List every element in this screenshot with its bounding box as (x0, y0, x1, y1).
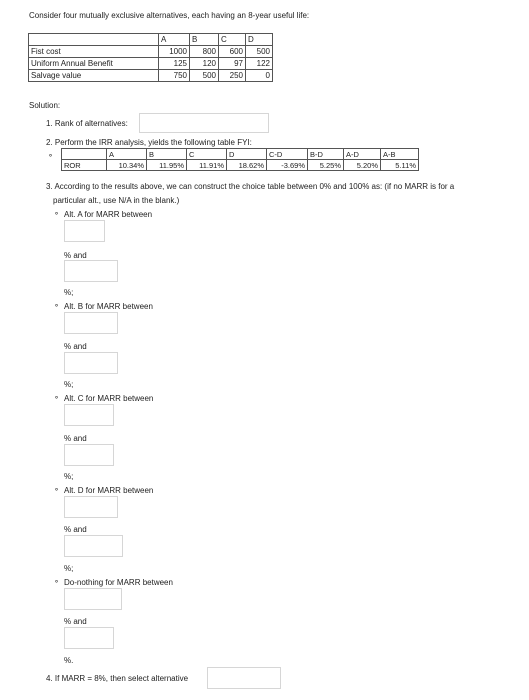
table-cell: 500 (190, 70, 219, 82)
table-cell: 122 (246, 58, 273, 70)
alt-c-end-text: %; (64, 472, 74, 481)
table-cell: 11.95% (147, 160, 187, 171)
row-label: Fist cost (29, 46, 159, 58)
rank-label: 1. Rank of alternatives: (46, 119, 128, 128)
table-cell: 10.34% (107, 160, 147, 171)
choice-instruction: 3. According to the results above, we can construct the choice table between 0% and 100% as: (if no MARR is for a (46, 182, 455, 191)
intro-text: Consider four mutually exclusive alternatives, each having an 8-year useful life: (29, 11, 310, 20)
alt-c-label: Alt. C for MARR between (64, 394, 154, 403)
alt-a-and-text: % and (64, 251, 87, 260)
table-cell: 11.91% (187, 160, 227, 171)
alt-c-lower-input[interactable] (64, 404, 114, 426)
table-cell: 97 (219, 58, 246, 70)
bullet-icon: ∘ (54, 209, 60, 218)
table-row (29, 58, 273, 70)
table-row (62, 160, 419, 171)
table-header-row (62, 149, 419, 160)
table-cell: 120 (190, 58, 219, 70)
table-cell: 0 (246, 70, 273, 82)
table-header-cell: A-B (381, 149, 419, 160)
alt-a-upper-input[interactable] (64, 260, 118, 282)
solution-label: Solution: (29, 101, 61, 110)
row-label: Salvage value (29, 70, 159, 82)
irr-label: 2. Perform the IRR analysis, yields the following table FYI: (46, 138, 252, 147)
do-nothing-lower-input[interactable] (64, 588, 122, 610)
table-header-cell: D (246, 34, 273, 46)
alt-c-and-text: % and (64, 434, 87, 443)
table-header-cell: D (227, 149, 267, 160)
bullet-icon: ∘ (54, 393, 60, 402)
table-cell: 600 (219, 46, 246, 58)
table-header-cell: C-D (267, 149, 308, 160)
alt-b-end-text: %; (64, 380, 74, 389)
table-row (29, 46, 273, 58)
do-nothing-end-text: %. (64, 656, 74, 665)
alt-d-lower-input[interactable] (64, 496, 118, 518)
alt-b-and-text: % and (64, 342, 87, 351)
table-header-cell: C (187, 149, 227, 160)
table-header-cell: A (107, 149, 147, 160)
row-label: Uniform Annual Benefit (29, 58, 159, 70)
table-header-cell: B-D (308, 149, 344, 160)
bullet-icon: ∘ (48, 151, 54, 160)
bullet-icon: ∘ (54, 301, 60, 310)
select-alternative-label: 4. If MARR = 8%, then select alternative (46, 674, 189, 683)
alt-d-and-text: % and (64, 525, 87, 534)
irr-table (61, 148, 419, 171)
table-cell: 800 (190, 46, 219, 58)
alt-a-lower-input[interactable] (64, 220, 105, 242)
table-header-cell: B (147, 149, 187, 160)
table-header-cell: B (190, 34, 219, 46)
table-cell: 750 (159, 70, 190, 82)
table-cell: 1000 (159, 46, 190, 58)
table-cell: 5.25% (308, 160, 344, 171)
do-nothing-label: Do-nothing for MARR between (64, 578, 173, 587)
alt-b-lower-input[interactable] (64, 312, 118, 334)
table-cell: -3.69% (267, 160, 308, 171)
table-cell: 500 (246, 46, 273, 58)
alt-c-upper-input[interactable] (64, 444, 114, 466)
table-cell: 125 (159, 58, 190, 70)
table-cell: 250 (219, 70, 246, 82)
choice-instruction-note: particular alt., use N/A in the blank.) (53, 196, 180, 205)
do-nothing-and-text: % and (64, 617, 87, 626)
table-cell: 18.62% (227, 160, 267, 171)
bullet-icon: ∘ (54, 577, 60, 586)
table-header-cell: A (159, 34, 190, 46)
alt-b-label: Alt. B for MARR between (64, 302, 153, 311)
alt-b-upper-input[interactable] (64, 352, 118, 374)
row-label: ROR (62, 160, 107, 171)
bullet-icon: ∘ (54, 485, 60, 494)
rank-input[interactable] (139, 113, 269, 133)
alternatives-table (28, 33, 273, 82)
table-row (29, 70, 273, 82)
alt-d-upper-input[interactable] (64, 535, 123, 557)
select-alternative-input[interactable] (207, 667, 281, 689)
table-header-row (29, 34, 273, 46)
alt-a-label: Alt. A for MARR between (64, 210, 153, 219)
table-cell: 5.11% (381, 160, 419, 171)
alt-d-end-text: %; (64, 564, 74, 573)
table-header-cell: C (219, 34, 246, 46)
table-cell: 5.20% (344, 160, 381, 171)
table-header-cell (29, 34, 159, 46)
alt-d-label: Alt. D for MARR between (64, 486, 154, 495)
do-nothing-upper-input[interactable] (64, 627, 114, 649)
table-header-cell (62, 149, 107, 160)
alt-a-end-text: %; (64, 288, 74, 297)
table-header-cell: A-D (344, 149, 381, 160)
